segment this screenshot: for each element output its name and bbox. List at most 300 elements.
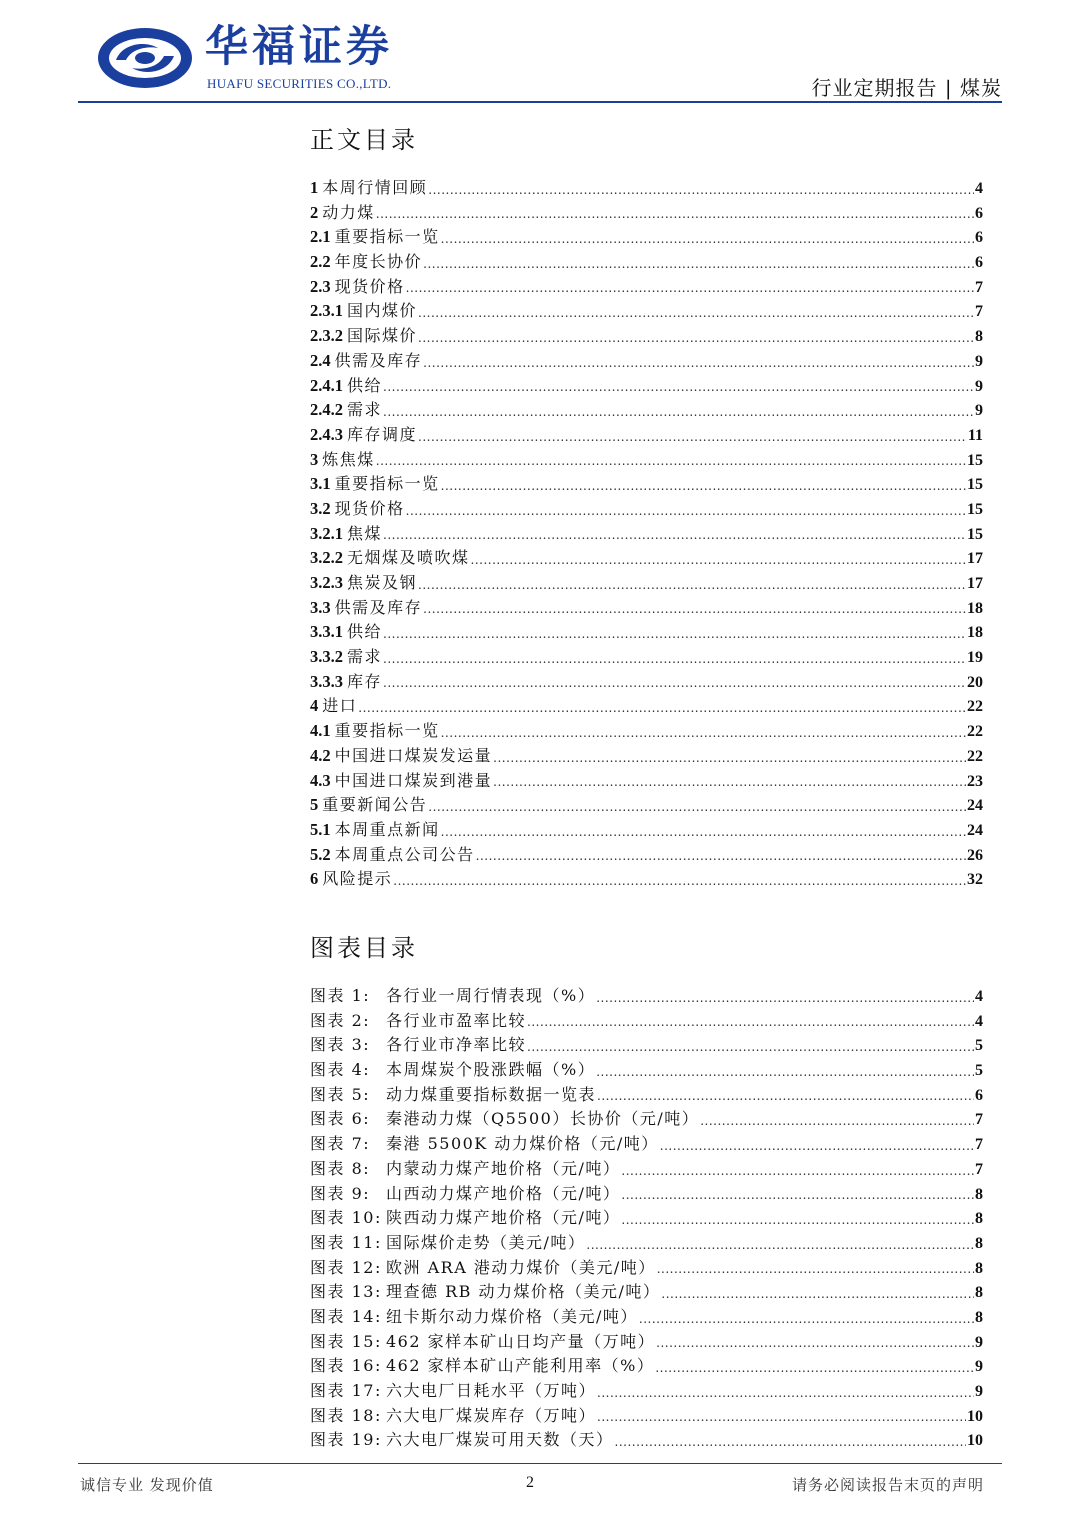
entry-text: 国内煤价 (347, 301, 418, 321)
entry-page-number: 9 (975, 1333, 983, 1351)
entry-page-number: 9 (975, 402, 983, 420)
figure-entry[interactable] (310, 1032, 983, 1057)
dot-leader (428, 800, 966, 817)
figure-entry[interactable] (310, 1279, 983, 1304)
toc-entry[interactable] (310, 644, 983, 669)
entry-page-number: 5 (975, 1037, 983, 1055)
entry-page-number: 19 (967, 649, 983, 667)
toc-entry[interactable] (310, 817, 983, 842)
entry-text: 六大电厂煤炭可用天数（天） (386, 1430, 614, 1450)
entry-page-number: 24 (967, 821, 983, 839)
entry-text: 秦港动力煤（Q5500）长协价（元/吨） (386, 1109, 700, 1129)
dot-leader (383, 676, 966, 693)
entry-text: 各行业市净率比较 (386, 1035, 527, 1055)
dot-leader (656, 1336, 974, 1353)
dot-leader (428, 183, 974, 200)
figure-entry[interactable] (310, 1304, 983, 1329)
figure-entry[interactable] (310, 1255, 983, 1280)
entry-number: 5.2 (310, 844, 331, 864)
dot-leader (423, 602, 966, 619)
figure-entry[interactable] (310, 1156, 983, 1181)
toc-entry[interactable] (310, 792, 983, 817)
entry-number: 2.2 (310, 252, 331, 272)
dot-leader (493, 775, 966, 792)
entry-number: 图表 16: (310, 1356, 382, 1376)
dot-leader (621, 1164, 974, 1181)
dot-leader (383, 627, 966, 644)
dot-leader (418, 331, 974, 348)
entry-number: 图表 3: (310, 1035, 371, 1055)
toc-entry[interactable] (310, 619, 983, 644)
entry-page-number: 15 (967, 451, 983, 469)
entry-label (310, 521, 382, 544)
dot-leader (660, 1139, 974, 1156)
footer-divider (78, 1463, 1002, 1464)
entry-text: 六大电厂煤炭库存（万吨） (386, 1405, 597, 1425)
entry-label (310, 669, 382, 692)
entry-page-number: 15 (967, 476, 983, 494)
entry-page-number: 10 (967, 1432, 983, 1450)
entry-text: 动力煤重要指标数据一览表 (386, 1084, 597, 1104)
footer-slogan: 诚信专业 发现价值 (80, 1476, 214, 1494)
entry-text: 供给 (347, 375, 383, 395)
entry-label (310, 595, 422, 618)
entry-page-number: 7 (975, 1111, 983, 1129)
entry-label (310, 1304, 638, 1327)
entry-page-number: 9 (975, 377, 983, 395)
entry-label (310, 348, 422, 371)
dot-leader (393, 874, 966, 891)
dot-leader (596, 991, 974, 1008)
entry-label (310, 1131, 659, 1154)
entry-number: 6 (310, 869, 319, 889)
figure-entry[interactable] (310, 1057, 983, 1082)
toc-entry[interactable] (310, 768, 983, 793)
entry-label (310, 693, 357, 716)
entry-page-number: 15 (967, 500, 983, 518)
toc-entry[interactable] (310, 866, 983, 891)
entry-label (310, 1378, 596, 1401)
toc-entry[interactable] (310, 348, 983, 373)
entry-label (310, 1403, 596, 1426)
entry-page-number: 22 (967, 723, 983, 741)
entry-page-number: 24 (967, 797, 983, 815)
toc-entry[interactable] (310, 545, 983, 570)
entry-number: 图表 8: (310, 1158, 371, 1178)
dot-leader (376, 207, 974, 224)
entry-text: 国际煤价走势（美元/吨） (386, 1232, 586, 1252)
toc-entry[interactable] (310, 842, 983, 867)
entry-label (310, 1279, 660, 1302)
dot-leader (418, 430, 967, 447)
entry-label (310, 718, 440, 741)
figure-entry[interactable] (310, 1131, 983, 1156)
toc-entry[interactable] (310, 397, 983, 422)
entry-page-number: 6 (975, 254, 983, 272)
entry-label (310, 1329, 655, 1352)
dot-leader (441, 726, 966, 743)
entry-number: 3.2.3 (310, 573, 343, 592)
entry-text: 重要指标一览 (334, 474, 440, 494)
entry-label (310, 743, 492, 766)
entry-number: 图表 2: (310, 1010, 371, 1030)
dot-leader (406, 504, 966, 521)
figures-title: 图表目录 (310, 934, 418, 962)
entry-label (310, 792, 427, 815)
entry-number: 图表 6: (310, 1109, 371, 1129)
entry-text: 本周重点公司公告 (334, 844, 475, 864)
entry-label (310, 1427, 614, 1450)
toc-entry[interactable] (310, 323, 983, 348)
entry-page-number: 8 (975, 1259, 983, 1277)
entry-number: 3.2.2 (310, 548, 343, 568)
entry-label (310, 817, 440, 840)
entry-page-number: 7 (975, 1160, 983, 1178)
entry-label (310, 1353, 654, 1376)
entry-page-number: 6 (975, 1086, 983, 1104)
dot-leader (493, 751, 966, 768)
entry-page-number: 9 (975, 352, 983, 370)
entry-text: 供需及库存 (334, 597, 423, 617)
toc-title: 正文目录 (310, 126, 418, 154)
entry-text: 需求 (347, 647, 383, 667)
entry-text: 焦煤 (347, 523, 383, 543)
entry-page-number: 7 (975, 303, 983, 321)
dot-leader (418, 306, 974, 323)
entry-text: 动力煤 (322, 202, 375, 222)
entry-text: 现货价格 (334, 498, 405, 518)
entry-text: 无烟煤及喷吹煤 (347, 548, 470, 568)
entry-number: 图表 15: (310, 1331, 382, 1351)
figure-entry[interactable] (310, 1181, 983, 1206)
figure-entry[interactable] (310, 1329, 983, 1354)
dot-leader (423, 356, 974, 373)
dot-leader (423, 257, 974, 274)
entry-text: 供给 (347, 622, 383, 642)
entry-label (310, 619, 382, 642)
figure-entry[interactable] (310, 1378, 983, 1403)
toc-entry[interactable] (310, 693, 983, 718)
toc-entry[interactable] (310, 595, 983, 620)
entry-page-number: 8 (975, 1210, 983, 1228)
dot-leader (597, 1410, 966, 1427)
entry-label (310, 1255, 656, 1278)
toc-entry[interactable] (310, 224, 983, 249)
entry-label (310, 373, 382, 396)
dot-leader (471, 553, 966, 570)
dot-leader (441, 232, 974, 249)
entry-page-number: 17 (967, 575, 983, 592)
entry-page-number: 32 (967, 871, 983, 889)
dot-leader (657, 1262, 974, 1279)
entry-text: 中国进口煤炭到港量 (334, 770, 493, 790)
toc-list (310, 175, 983, 891)
entry-number: 3.3.3 (310, 671, 343, 691)
page-header (0, 0, 1080, 105)
entry-text: 陕西动力煤产地价格（元/吨） (386, 1208, 621, 1228)
entry-text: 风险提示 (322, 869, 393, 889)
entry-label (310, 224, 440, 247)
entry-label (310, 983, 595, 1006)
entry-number: 3.1 (310, 474, 331, 494)
figure-entry[interactable] (310, 1230, 983, 1255)
entry-number: 4.3 (310, 770, 331, 790)
entry-label (310, 175, 427, 198)
toc-entry[interactable] (310, 422, 983, 447)
figures-list (310, 983, 983, 1452)
entry-number: 图表 7: (310, 1134, 371, 1154)
dot-leader (383, 652, 966, 669)
toc-entry[interactable] (310, 447, 983, 472)
figure-entry[interactable] (310, 1427, 983, 1452)
entry-label (310, 1181, 620, 1204)
toc-entry[interactable] (310, 298, 983, 323)
entry-number: 4 (310, 696, 319, 716)
entry-text: 库存 (347, 671, 383, 691)
page-number: 2 (526, 1474, 534, 1491)
entry-text: 六大电厂日耗水平（万吨） (386, 1381, 597, 1400)
entry-page-number: 9 (975, 1358, 983, 1376)
entry-label (310, 1008, 526, 1031)
entry-label (310, 397, 382, 420)
huafu-logo-icon (96, 26, 194, 90)
entry-number: 2.1 (310, 227, 331, 247)
dot-leader (358, 701, 966, 718)
entry-page-number: 8 (975, 1308, 983, 1326)
entry-label (310, 200, 375, 223)
toc-entry[interactable] (310, 496, 983, 521)
entry-text: 本周重点新闻 (334, 819, 440, 839)
entry-page-number: 8 (975, 1185, 983, 1203)
entry-number: 2.3 (310, 276, 331, 296)
entry-page-number: 4 (975, 1012, 983, 1030)
entry-page-number: 4 (975, 988, 983, 1005)
entry-label (310, 323, 417, 346)
toc-entry[interactable] (310, 249, 983, 274)
report-type-label: 行业定期报告 | 煤炭 (811, 76, 1002, 100)
entry-label (310, 249, 422, 272)
entry-page-number: 8 (975, 1234, 983, 1252)
entry-page-number: 20 (967, 673, 983, 691)
entry-text: 本周煤炭个股涨跌幅（%） (386, 1060, 596, 1080)
entry-text: 纽卡斯尔动力煤价格（美元/吨） (386, 1306, 638, 1326)
entry-number: 图表 11: (310, 1232, 382, 1252)
entry-number: 3.3.2 (310, 647, 343, 667)
entry-label (310, 496, 405, 519)
entry-number: 5.1 (310, 819, 331, 839)
dot-leader (441, 825, 966, 842)
entry-text: 462 家样本矿山产能利用率（%） (386, 1356, 655, 1376)
entry-number: 图表 13: (310, 1282, 382, 1302)
entry-number: 2.4.1 (310, 375, 343, 395)
dot-leader (639, 1312, 974, 1329)
entry-number: 图表 5: (310, 1084, 371, 1104)
entry-page-number: 26 (967, 846, 983, 864)
entry-label (310, 1106, 699, 1129)
entry-text: 焦炭及钢 (347, 573, 418, 592)
entry-number: 图表 14: (310, 1306, 382, 1326)
entry-number: 5 (310, 795, 319, 815)
entry-text: 各行业一周行情表现（%） (386, 986, 596, 1005)
entry-text: 供需及库存 (334, 350, 423, 370)
entry-label (310, 274, 405, 297)
dot-leader (376, 454, 966, 471)
toc-entry[interactable] (310, 669, 983, 694)
entry-number: 2.4.2 (310, 400, 343, 420)
figure-entry[interactable] (310, 1008, 983, 1033)
entry-page-number: 8 (975, 328, 983, 346)
figure-entry[interactable] (310, 1106, 983, 1131)
toc-entry[interactable] (310, 200, 983, 225)
entry-number: 4.2 (310, 745, 331, 765)
entry-number: 图表 18: (310, 1405, 382, 1425)
entry-number: 3.2 (310, 498, 331, 518)
entry-text: 462 家样本矿山日均产量（万吨） (386, 1331, 656, 1351)
entry-number: 2.3.2 (310, 326, 343, 346)
entry-text: 中国进口煤炭发运量 (334, 745, 493, 765)
entry-page-number: 17 (967, 550, 983, 568)
figure-entry[interactable] (310, 1082, 983, 1107)
entry-page-number: 15 (967, 525, 983, 543)
entry-number: 2.4 (310, 350, 331, 370)
entry-label (310, 1230, 585, 1253)
entry-label (310, 866, 392, 889)
entry-label (310, 545, 470, 568)
dot-leader (621, 1213, 974, 1230)
entry-label (310, 1032, 526, 1055)
entry-number: 3.3 (310, 597, 331, 617)
entry-label (310, 768, 492, 791)
entry-page-number: 6 (975, 229, 983, 247)
entry-text: 内蒙动力煤产地价格（元/吨） (386, 1158, 621, 1178)
entry-number: 图表 1: (310, 986, 371, 1005)
dot-leader (597, 1386, 974, 1403)
entry-text: 国际煤价 (347, 326, 418, 346)
entry-page-number: 10 (967, 1407, 983, 1425)
toc-entry[interactable] (310, 718, 983, 743)
entry-page-number: 18 (967, 599, 983, 617)
logo-chinese-name: 华福证券 (205, 22, 393, 72)
entry-number: 1 (310, 178, 319, 197)
dot-leader (586, 1238, 974, 1255)
entry-text: 重要指标一览 (334, 721, 440, 741)
entry-text: 年度长协价 (334, 252, 423, 272)
entry-page-number: 7 (975, 1136, 983, 1154)
entry-text: 现货价格 (334, 276, 405, 296)
dot-leader (441, 479, 966, 496)
entry-number: 2.4.3 (310, 424, 343, 444)
toc-entry[interactable] (310, 570, 983, 595)
dot-leader (621, 1188, 974, 1205)
entry-text: 欧洲 ARA 港动力煤价（美元/吨） (386, 1257, 656, 1277)
entry-number: 2.3.1 (310, 301, 343, 321)
entry-label (310, 447, 375, 470)
entry-text: 重要新闻公告 (322, 795, 428, 815)
entry-label (310, 644, 382, 667)
entry-label (310, 570, 417, 593)
entry-text: 炼焦煤 (322, 449, 375, 469)
entry-number: 图表 12: (310, 1257, 382, 1277)
toc-entry[interactable] (310, 373, 983, 398)
entry-number: 2 (310, 202, 319, 222)
entry-number: 图表 10: (310, 1208, 382, 1228)
entry-label (310, 1057, 595, 1080)
dot-leader (655, 1361, 974, 1378)
entry-text: 理查德 RB 动力煤价格（美元/吨） (386, 1282, 661, 1302)
toc-entry[interactable] (310, 274, 983, 299)
figure-entry[interactable] (310, 1205, 983, 1230)
dot-leader (597, 1089, 974, 1106)
entry-page-number: 4 (975, 180, 983, 197)
entry-label (310, 1156, 620, 1179)
entry-page-number: 22 (967, 747, 983, 765)
entry-number: 图表 9: (310, 1183, 371, 1203)
entry-page-number: 7 (975, 278, 983, 296)
entry-text: 需求 (347, 400, 383, 420)
entry-number: 图表 19: (310, 1430, 382, 1450)
dot-leader (406, 281, 974, 298)
entry-page-number: 8 (975, 1284, 983, 1302)
entry-page-number: 22 (967, 698, 983, 716)
toc-entry[interactable] (310, 471, 983, 496)
entry-number: 3 (310, 449, 319, 469)
toc-entry[interactable] (310, 521, 983, 546)
entry-number: 图表 4: (310, 1060, 371, 1080)
header-divider (78, 101, 1002, 103)
entry-label (310, 471, 440, 494)
dot-leader (527, 1040, 974, 1057)
dot-leader (661, 1287, 974, 1304)
dot-leader (383, 528, 966, 545)
figure-entry[interactable] (310, 1353, 983, 1378)
entry-text: 山西动力煤产地价格（元/吨） (386, 1183, 621, 1203)
entry-label (310, 422, 417, 445)
toc-entry[interactable] (310, 175, 983, 200)
dot-leader (476, 849, 966, 866)
dot-leader (596, 1065, 974, 1082)
entry-text: 各行业市盈率比较 (386, 1010, 527, 1030)
entry-number: 3.3.1 (310, 622, 343, 642)
entry-label (310, 1205, 620, 1228)
entry-label (310, 842, 475, 865)
dot-leader (527, 1015, 974, 1032)
entry-page-number: 9 (975, 1383, 983, 1400)
entry-text: 秦港 5500K 动力煤价格（元/吨） (386, 1134, 659, 1154)
entry-text: 本周行情回顾 (322, 178, 428, 197)
figure-entry[interactable] (310, 1403, 983, 1428)
entry-text: 进口 (322, 696, 358, 716)
dot-leader (418, 578, 966, 595)
entry-page-number: 23 (967, 772, 983, 790)
dot-leader (383, 380, 974, 397)
toc-entry[interactable] (310, 743, 983, 768)
figure-entry[interactable] (310, 983, 983, 1008)
entry-page-number: 11 (967, 426, 983, 444)
entry-text: 库存调度 (347, 424, 418, 444)
entry-label (310, 298, 417, 321)
entry-page-number: 6 (975, 204, 983, 222)
entry-page-number: 5 (975, 1062, 983, 1080)
entry-number: 4.1 (310, 721, 331, 741)
footer-disclaimer: 请务必阅读报告末页的声明 (791, 1476, 984, 1494)
entry-label (310, 1082, 596, 1105)
logo-english-name: HUAFU SECURITIES CO.,LTD. (207, 76, 392, 91)
entry-text: 重要指标一览 (334, 227, 440, 247)
dot-leader (700, 1114, 974, 1131)
entry-number: 图表 17: (310, 1381, 382, 1400)
dot-leader (383, 405, 974, 422)
entry-page-number: 18 (967, 624, 983, 642)
